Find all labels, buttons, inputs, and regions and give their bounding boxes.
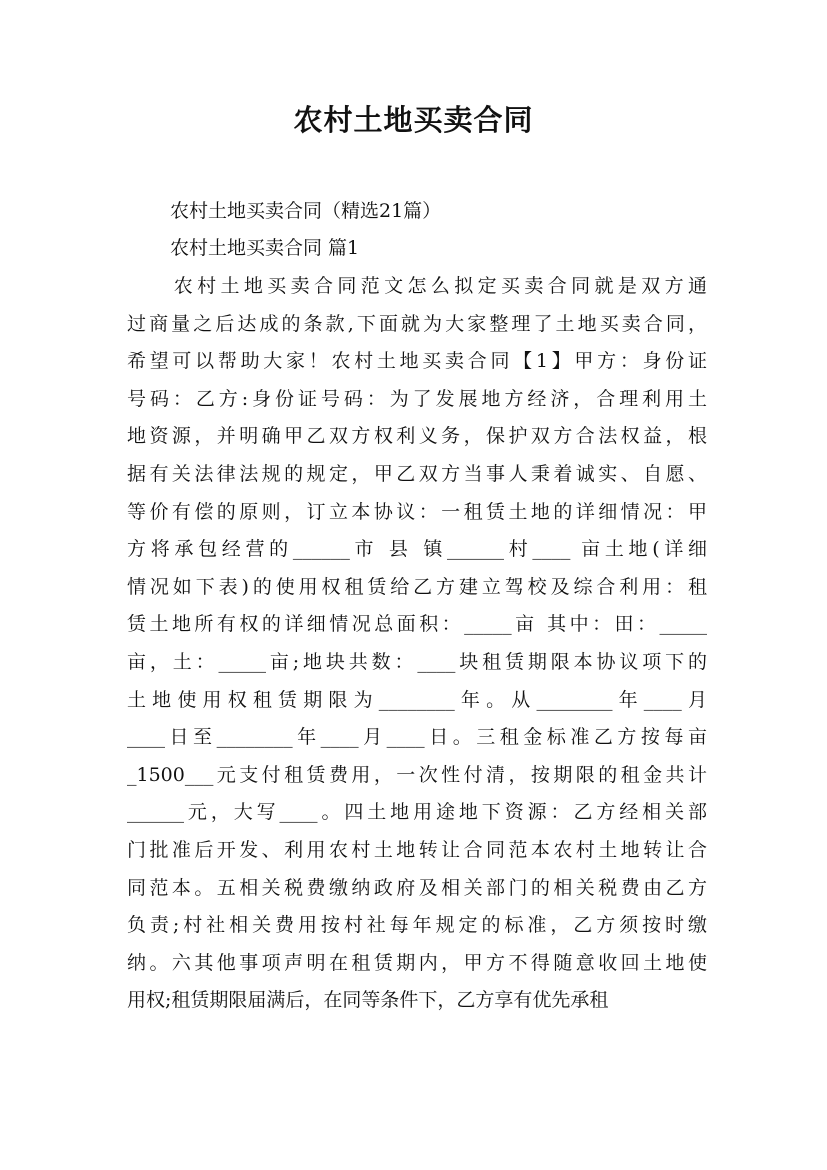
body-line: 过商量之后达成的条款,下面就为大家整理了土地买卖合同，: [127, 312, 707, 335]
body-line: 地资源，并明确甲乙双方权利义务，保护双方合法权益，根: [127, 425, 707, 448]
body-line: 同范本。五相关税费缴纳政府及相关部门的相关税费由乙方: [127, 876, 707, 899]
article-heading: 农村土地买卖合同 篇1: [170, 237, 360, 259]
body-line: 农村土地买卖合同范文怎么拟定买卖合同就是双方通: [127, 275, 707, 297]
body-line: 等价有偿的原则，订立本协议：一租赁土地的详细情况：甲: [127, 500, 707, 523]
body-line: ____日至________年____月____日。三租金标准乙方按每亩: [127, 726, 707, 749]
body-line: 土地使用权租赁期限为________年。从________年____月: [127, 688, 707, 711]
body-line: 亩，土：_____亩;地块共数：____块租赁期限本协议项下的: [127, 650, 707, 673]
document-title: 农村土地买卖合同: [293, 103, 534, 137]
body-line: 用权;租赁期限届满后，在同等条件下，乙方享有优先承租: [127, 989, 609, 1012]
body-line: 据有关法律法规的规定，甲乙双方当事人秉着诚实、自愿、: [127, 462, 707, 485]
collection-heading: 农村土地买卖合同（精选21篇）: [170, 200, 442, 222]
body-line: 纳。六其他事项声明在租赁期内，甲方不得随意收回土地使: [127, 951, 707, 974]
body-line: 情况如下表)的使用权租赁给乙方建立驾校及综合利用：租: [127, 575, 707, 598]
body-line: 希望可以帮助大家！农村土地买卖合同【1】甲方：身份证: [127, 350, 707, 373]
body-line: 门批准后开发、利用农村土地转让合同范本农村土地转让合: [127, 838, 707, 861]
body-line: 负责;村社相关费用按村社每年规定的标准，乙方须按时缴: [127, 914, 707, 937]
body-line: 赁土地所有权的详细情况总面积：_____亩 其中：田：_____: [127, 613, 707, 636]
body-line: ______元，大写____。四土地用途地下资源：乙方经相关部: [127, 801, 707, 824]
body-line: _1500___元支付租赁费用，一次性付清，按期限的租金共计: [127, 763, 707, 786]
body-line: 方将承包经营的______市 县 镇______村____ 亩土地(详细: [127, 538, 707, 561]
contract-body: [127, 268, 707, 1020]
body-line: 号码：乙方:身份证号码：为了发展地方经济，合理利用土: [127, 387, 707, 410]
